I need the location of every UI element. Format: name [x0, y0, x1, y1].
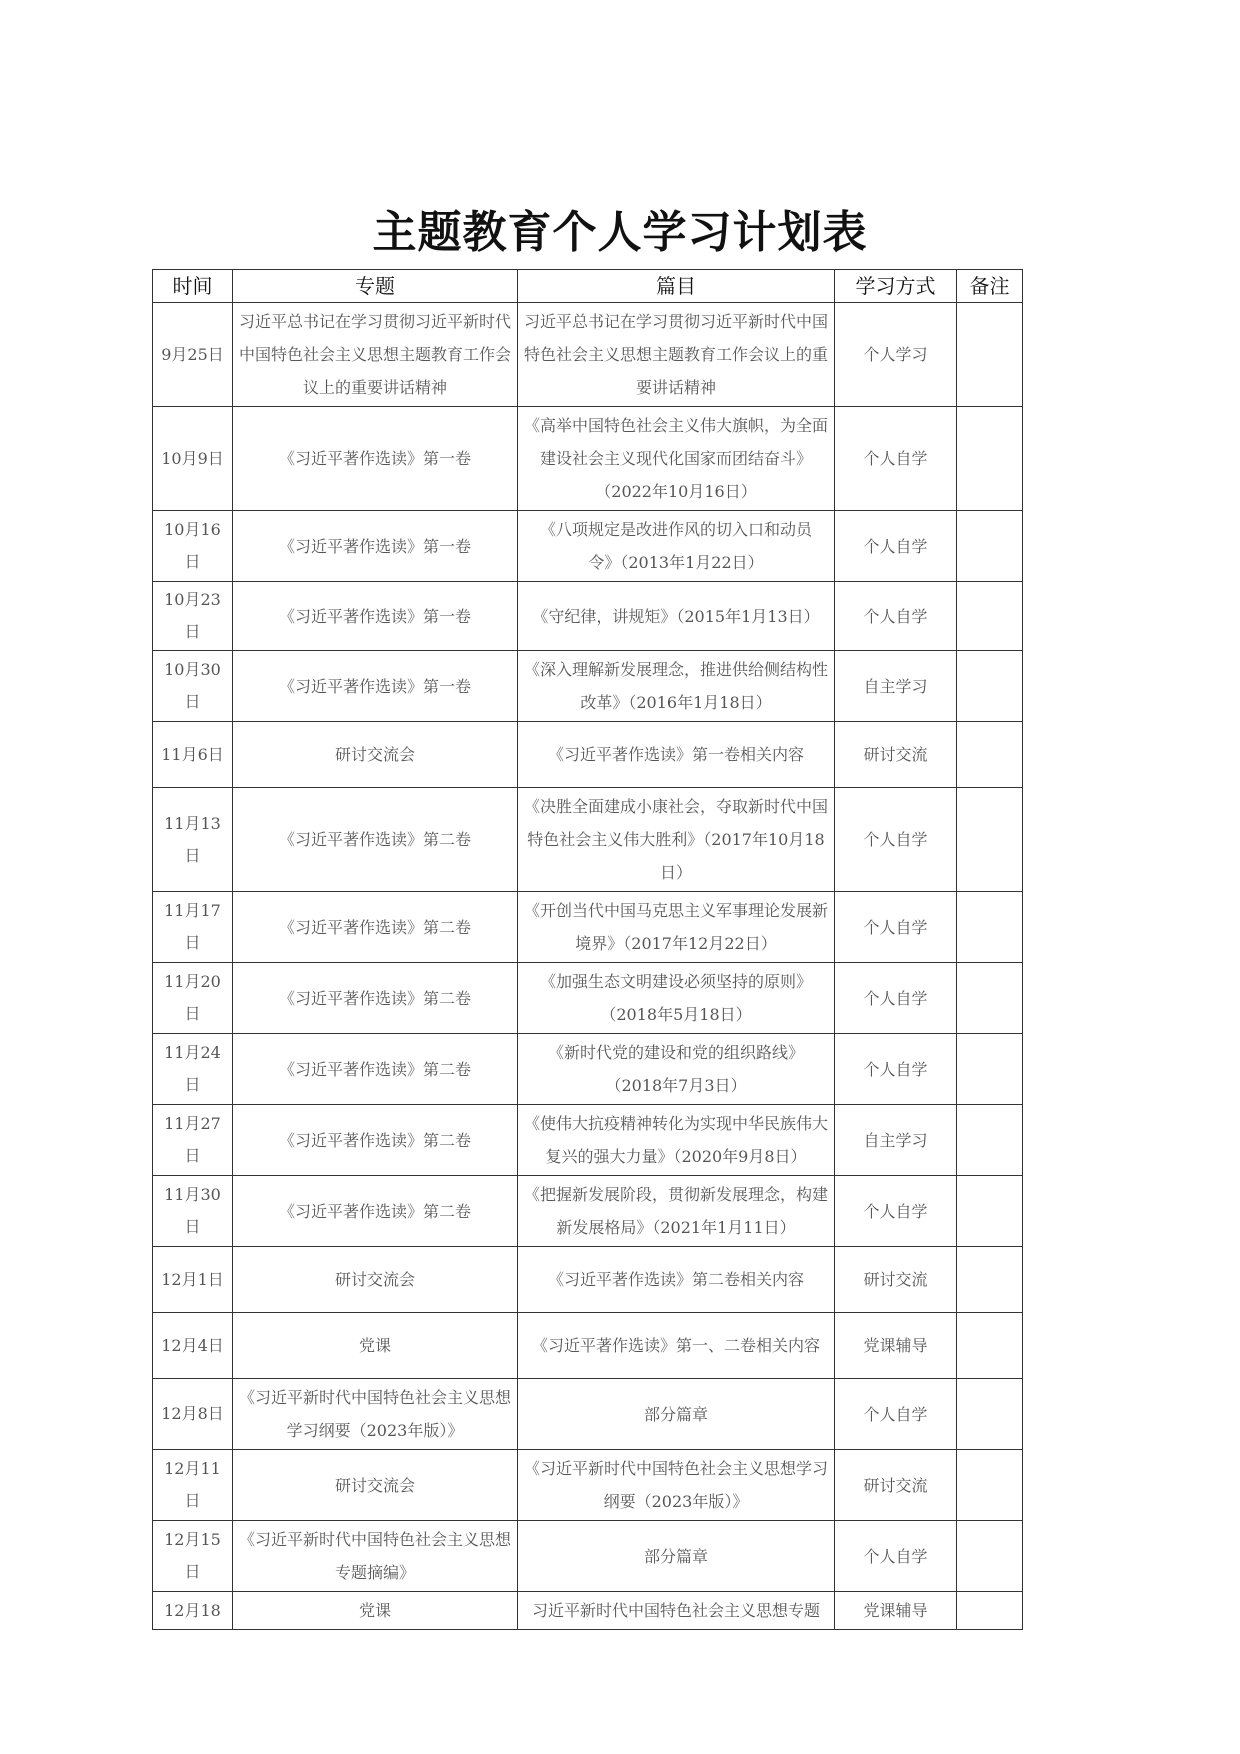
cell-article: 习近平总书记在学习贯彻习近平新时代中国特色社会主义思想主题教育工作会议上的重要讲话精神: [518, 303, 835, 407]
cell-topic: 《习近平著作选读》第一卷: [233, 651, 518, 722]
cell-method: 个人学习: [835, 303, 957, 407]
cell-method: 个人自学: [835, 963, 957, 1034]
cell-note: [957, 722, 1023, 788]
cell-date: 11月24日: [153, 1034, 233, 1105]
cell-note: [957, 511, 1023, 582]
cell-date: 10月30日: [153, 651, 233, 722]
cell-method: 个人自学: [835, 407, 957, 511]
cell-method: 研讨交流: [835, 1450, 957, 1521]
cell-note: [957, 582, 1023, 651]
document-title: 主题教育个人学习计划表: [372, 207, 868, 258]
cell-article: 《加强生态文明建设必须坚持的原则》（2018年5月18日）: [518, 963, 835, 1034]
cell-method: 研讨交流: [835, 722, 957, 788]
cell-note: [957, 963, 1023, 1034]
cell-article: 《把握新发展阶段，贯彻新发展理念，构建新发展格局》（2021年1月11日）: [518, 1176, 835, 1247]
table-row: [153, 1379, 1023, 1450]
cell-method: 党课辅导: [835, 1313, 957, 1379]
cell-article: 《深入理解新发展理念，推进供给侧结构性改革》（2016年1月18日）: [518, 651, 835, 722]
cell-article: 部分篇章: [518, 1521, 835, 1592]
header-method: 学习方式: [835, 270, 957, 303]
table-row: [153, 963, 1023, 1034]
cell-date: 12月4日: [153, 1313, 233, 1379]
cell-topic: 研讨交流会: [233, 722, 518, 788]
cell-method: 个人自学: [835, 1521, 957, 1592]
table-row: [153, 303, 1023, 407]
table-row: [153, 1034, 1023, 1105]
cell-date: 12月1日: [153, 1247, 233, 1313]
table-row: [153, 511, 1023, 582]
cell-topic: 《习近平著作选读》第一卷: [233, 582, 518, 651]
table-row: [153, 1105, 1023, 1176]
table-row: [153, 1521, 1023, 1592]
cell-method: 个人自学: [835, 1176, 957, 1247]
table-header-row: [153, 270, 1023, 303]
cell-note: [957, 651, 1023, 722]
cell-method: 党课辅导: [835, 1592, 957, 1630]
cell-topic: 党课: [233, 1313, 518, 1379]
cell-note: [957, 303, 1023, 407]
cell-date: 11月17日: [153, 892, 233, 963]
cell-article: 《高举中国特色社会主义伟大旗帜，为全面建设社会主义现代化国家而团结奋斗》（2022年10月16日）: [518, 407, 835, 511]
cell-topic: 《习近平著作选读》第二卷: [233, 1034, 518, 1105]
study-plan-table: [152, 269, 1023, 1630]
cell-article: 部分篇章: [518, 1379, 835, 1450]
cell-note: [957, 1313, 1023, 1379]
cell-topic: 《习近平著作选读》第一卷: [233, 511, 518, 582]
cell-note: [957, 1247, 1023, 1313]
cell-topic: 研讨交流会: [233, 1450, 518, 1521]
cell-method: 个人自学: [835, 582, 957, 651]
cell-topic: 《习近平新时代中国特色社会主义思想学习纲要（2023年版）》: [233, 1379, 518, 1450]
cell-date: 10月9日: [153, 407, 233, 511]
header-topic: 专题: [233, 270, 518, 303]
cell-note: [957, 788, 1023, 892]
cell-method: 个人自学: [835, 1034, 957, 1105]
table-row: [153, 1247, 1023, 1313]
cell-method: 自主学习: [835, 651, 957, 722]
cell-topic: 《习近平著作选读》第二卷: [233, 892, 518, 963]
cell-topic: 《习近平新时代中国特色社会主义思想专题摘编》: [233, 1521, 518, 1592]
table-row: [153, 892, 1023, 963]
cell-topic: 《习近平著作选读》第二卷: [233, 1176, 518, 1247]
cell-date: 11月13日: [153, 788, 233, 892]
table-row: [153, 582, 1023, 651]
cell-date: 11月6日: [153, 722, 233, 788]
table-row: [153, 1313, 1023, 1379]
cell-article: 《守纪律，讲规矩》（2015年1月13日）: [518, 582, 835, 651]
header-note: 备注: [957, 270, 1023, 303]
cell-note: [957, 1105, 1023, 1176]
cell-date: 11月30日: [153, 1176, 233, 1247]
cell-topic: 《习近平著作选读》第二卷: [233, 1105, 518, 1176]
table-row: [153, 407, 1023, 511]
cell-article: 《开创当代中国马克思主义军事理论发展新境界》（2017年12月22日）: [518, 892, 835, 963]
cell-article: 《新时代党的建设和党的组织路线》（2018年7月3日）: [518, 1034, 835, 1105]
cell-date: 10月16日: [153, 511, 233, 582]
cell-method: 个人自学: [835, 788, 957, 892]
cell-topic: 《习近平著作选读》第一卷: [233, 407, 518, 511]
cell-article: 《八项规定是改进作风的切入口和动员令》（2013年1月22日）: [518, 511, 835, 582]
cell-article: 《决胜全面建成小康社会，夺取新时代中国特色社会主义伟大胜利》（2017年10月18日）: [518, 788, 835, 892]
cell-note: [957, 1450, 1023, 1521]
cell-method: 个人自学: [835, 511, 957, 582]
cell-note: [957, 1379, 1023, 1450]
table-row: [153, 651, 1023, 722]
cell-note: [957, 892, 1023, 963]
cell-note: [957, 1176, 1023, 1247]
cell-topic: 研讨交流会: [233, 1247, 518, 1313]
cell-article: 习近平新时代中国特色社会主义思想专题: [518, 1592, 835, 1630]
cell-topic: 习近平总书记在学习贯彻习近平新时代中国特色社会主义思想主题教育工作会议上的重要讲话精神: [233, 303, 518, 407]
cell-note: [957, 407, 1023, 511]
cell-date: 12月11日: [153, 1450, 233, 1521]
cell-article: 《习近平著作选读》第二卷相关内容: [518, 1247, 835, 1313]
cell-method: 研讨交流: [835, 1247, 957, 1313]
cell-article: 《使伟大抗疫精神转化为实现中华民族伟大复兴的强大力量》（2020年9月8日）: [518, 1105, 835, 1176]
cell-article: 《习近平著作选读》第一卷相关内容: [518, 722, 835, 788]
cell-date: 12月8日: [153, 1379, 233, 1450]
table-row: [153, 1592, 1023, 1630]
cell-date: 11月20日: [153, 963, 233, 1034]
cell-note: [957, 1592, 1023, 1630]
cell-date: 12月15日: [153, 1521, 233, 1592]
cell-topic: 《习近平著作选读》第二卷: [233, 788, 518, 892]
table-row: [153, 1450, 1023, 1521]
cell-method: 个人自学: [835, 1379, 957, 1450]
cell-method: 自主学习: [835, 1105, 957, 1176]
header-article: 篇目: [518, 270, 835, 303]
table-row: [153, 788, 1023, 892]
table-row: [153, 1176, 1023, 1247]
cell-date: 9月25日: [153, 303, 233, 407]
cell-date: 12月18: [153, 1592, 233, 1630]
cell-article: 《习近平新时代中国特色社会主义思想学习纲要（2023年版）》: [518, 1450, 835, 1521]
cell-note: [957, 1521, 1023, 1592]
table-row: [153, 722, 1023, 788]
cell-note: [957, 1034, 1023, 1105]
cell-topic: 党课: [233, 1592, 518, 1630]
cell-article: 《习近平著作选读》第一、二卷相关内容: [518, 1313, 835, 1379]
cell-date: 11月27日: [153, 1105, 233, 1176]
cell-date: 10月23日: [153, 582, 233, 651]
cell-topic: 《习近平著作选读》第二卷: [233, 963, 518, 1034]
header-time: 时间: [153, 270, 233, 303]
cell-method: 个人自学: [835, 892, 957, 963]
